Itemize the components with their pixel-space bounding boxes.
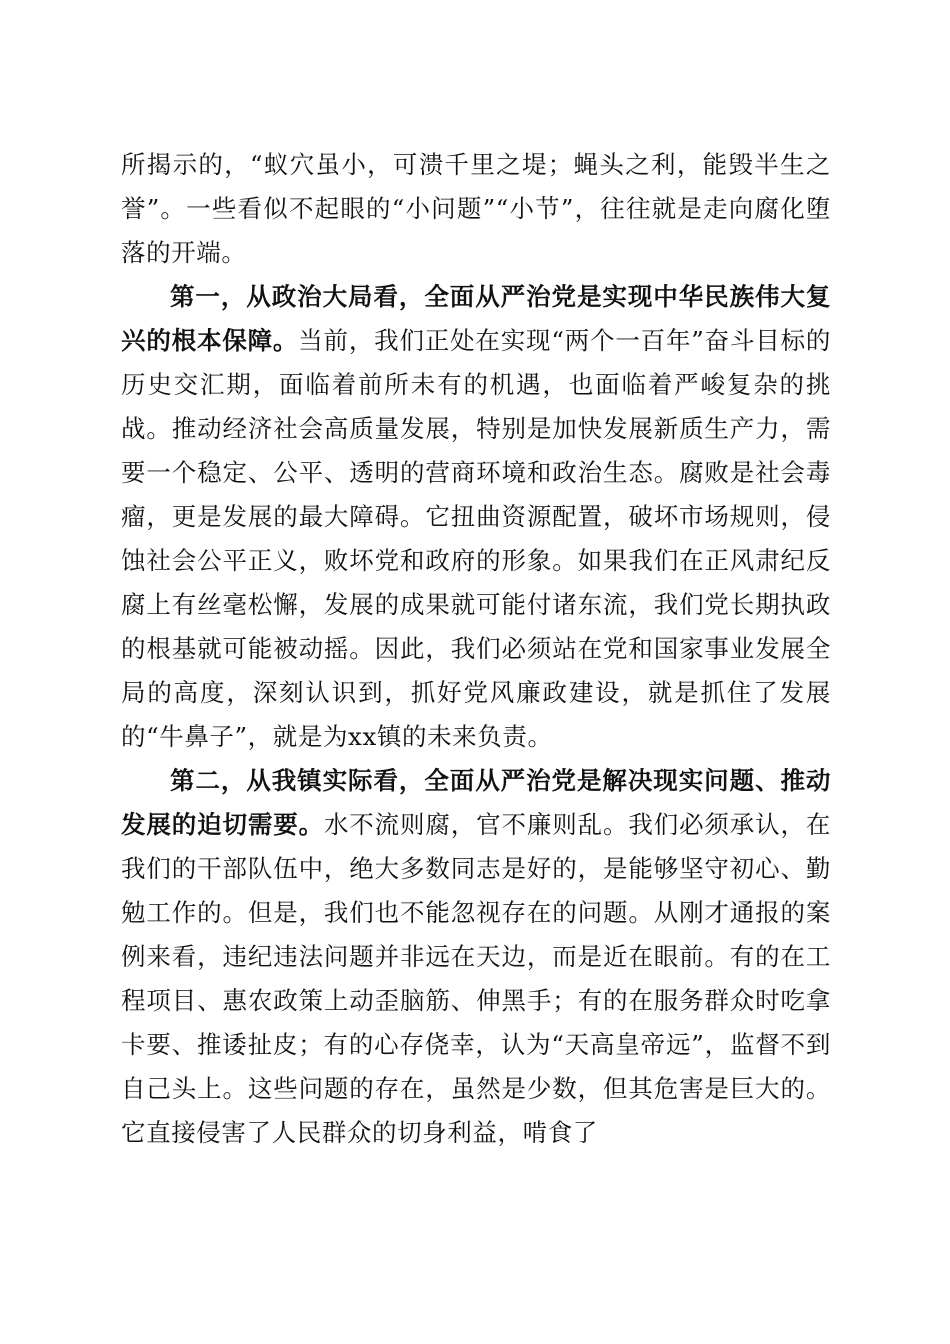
paragraph-second-point	[121, 759, 831, 1155]
paragraph-text: 当前，我们正处在实现“两个一百年”奋斗目标的历史交汇期，面临着前所未有的机遇，也面临着严峻复杂的挑战。推动经济社会高质量发展，特别是加快发展新质生产力，需要一个稳定、公平、透明的营商环境和政治生态。腐败是社会毒瘤，更是发展的最大障碍。它扭曲资源配置，破坏市场规则，侵蚀社会公平正义，败坏党和政府的形象。如果我们在正风肃纪反腐上有丝毫松懈，发展的成果就可能付诸东流，我们党长期执政的根基就可能被动摇。因此，我们必须站在党和国家事业发展全局的高度，深刻认识到，抓好党风廉政建设，就是抓住了发展的“牛鼻子”，就是为xx镇的未来负责。	[121, 326, 832, 751]
paragraph-continuation	[121, 143, 831, 275]
document-body	[121, 143, 831, 1155]
paragraph-lead-sentence: 第一，从政治大局看，全面从严治党是实现中华民族伟大复兴的根本保障。	[121, 282, 831, 355]
paragraph-text: 所揭示的，“蚁穴虽小，可溃千里之堤；蝇头之利，能毁半生之誉”。一些看似不起眼的“小问题”“小节”，往往就是走向腐化堕落的开端。	[121, 150, 831, 267]
paragraph-first-point	[121, 275, 831, 759]
paragraph-text: 水不流则腐，官不廉则乱。我们必须承认，在我们的干部队伍中，绝大多数同志是好的，是能够坚守初心、勤勉工作的。但是，我们也不能忽视存在的问题。从刚才通报的案例来看，违纪违法问题并非远在天边，而是近在眼前。有的在工程项目、惠农政策上动歪脑筋、伸黑手；有的在服务群众时吃拿卡要、推诿扯皮；有的心存侥幸，认为“天高皇帝远”，监督不到自己头上。这些问题的存在，虽然是少数，但其危害是巨大的。它直接侵害了人民群众的切身利益，啃食了	[121, 810, 831, 1147]
paragraph-lead-sentence: 第二，从我镇实际看，全面从严治党是解决现实问题、推动发展的迫切需要。	[121, 766, 831, 839]
